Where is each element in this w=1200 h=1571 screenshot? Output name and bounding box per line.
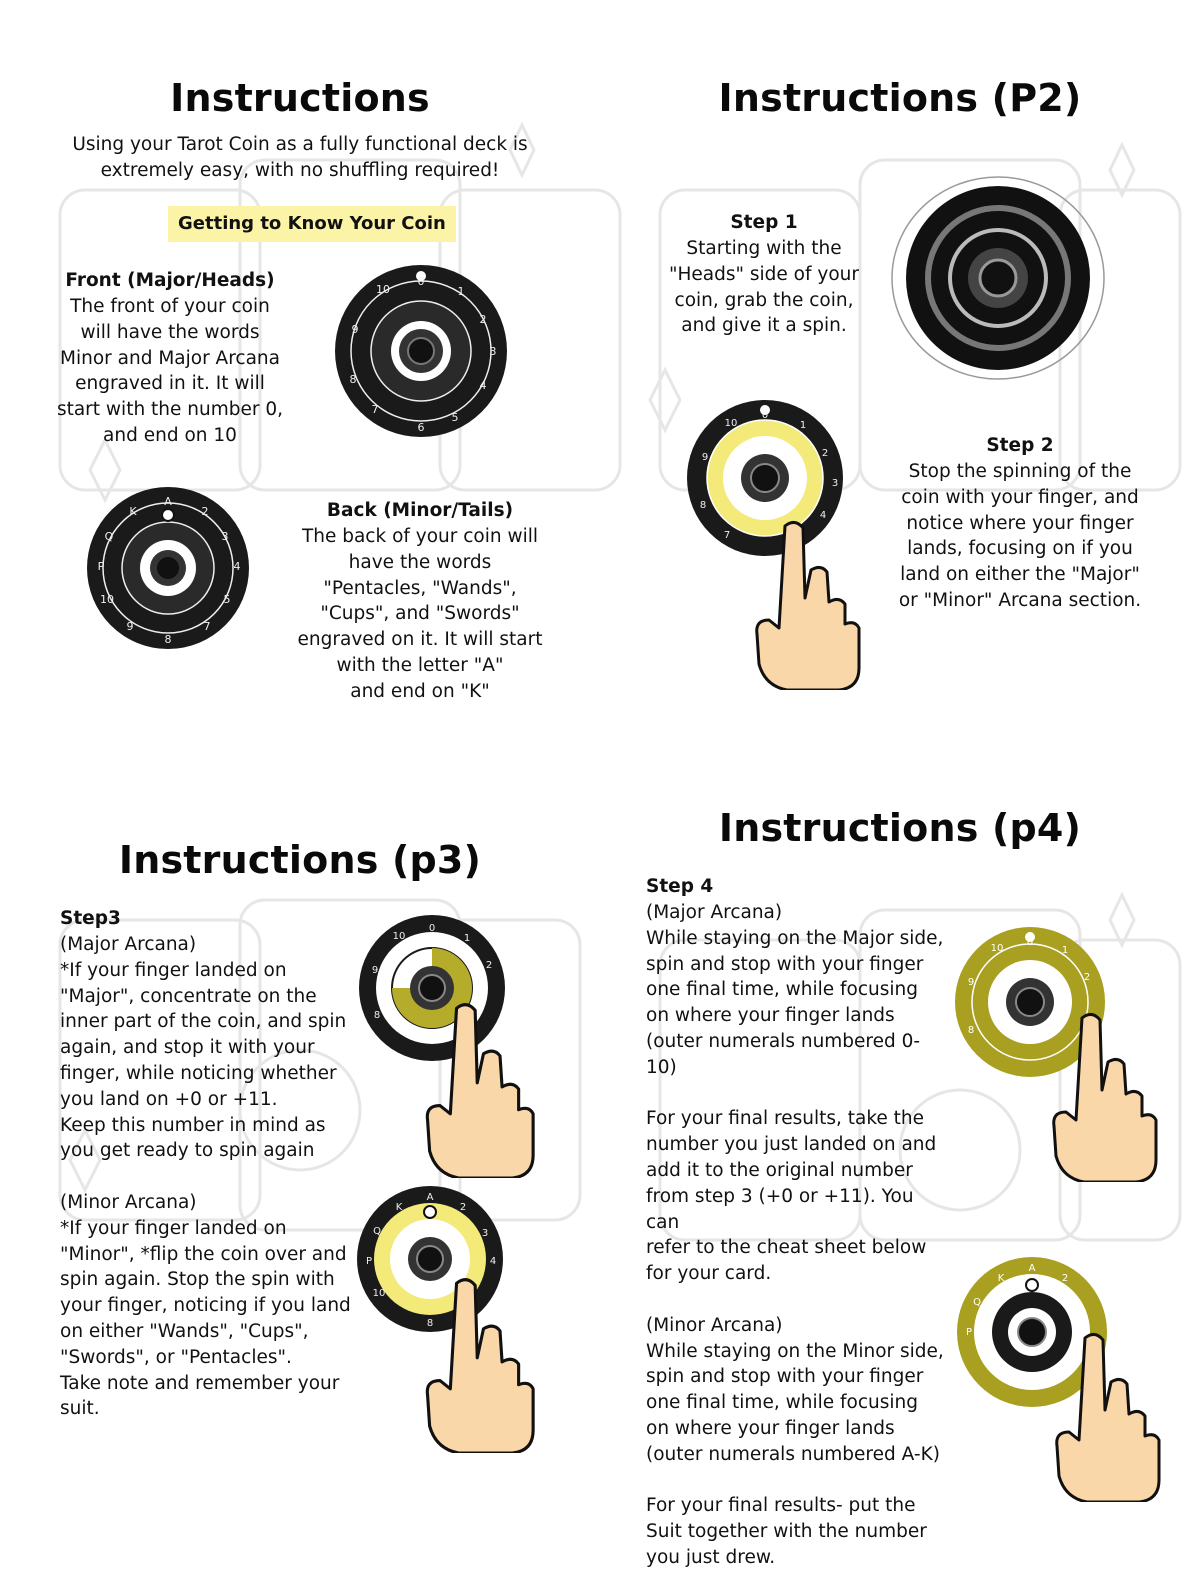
getting-to-know-highlight: Getting to Know Your Coin (168, 206, 456, 242)
svg-text:1: 1 (799, 420, 807, 431)
svg-text:9: 9 (701, 452, 709, 463)
svg-text:2: 2 (1061, 1273, 1069, 1284)
svg-text:2: 2 (459, 1202, 467, 1213)
svg-text:0: 0 (761, 410, 769, 421)
svg-text:3: 3 (489, 345, 497, 358)
front-body: The front of your coin will have the words Minor and Major Arcana engraved in it. It will start with the number 0, and end on 10 (56, 296, 284, 446)
coin-back-image (85, 485, 251, 651)
svg-text:8: 8 (699, 500, 707, 511)
svg-text:5: 5 (451, 411, 459, 424)
svg-text:3: 3 (481, 1228, 489, 1239)
spinning-coin-image (888, 173, 1108, 383)
svg-text:1: 1 (463, 933, 471, 944)
pointing-hand-step3a-image (425, 1000, 545, 1178)
svg-text:A: A (164, 495, 172, 508)
panel1-intro: Using your Tarot Coin as a fully functional deck is extremely easy, with no shuffling required! (72, 134, 528, 181)
svg-text:Q: Q (973, 1297, 981, 1308)
svg-text:2: 2 (201, 505, 209, 518)
svg-text:8: 8 (349, 373, 357, 386)
svg-text:10: 10 (724, 418, 738, 429)
panel1-title: Instructions (170, 76, 430, 120)
svg-text:10: 10 (392, 931, 406, 942)
svg-text:7: 7 (371, 403, 379, 416)
svg-text:4: 4 (819, 510, 827, 521)
svg-text:10: 10 (372, 1288, 386, 1299)
svg-text:1: 1 (457, 285, 465, 298)
svg-text:P: P (965, 1327, 973, 1338)
pointing-hand-image (755, 518, 870, 690)
svg-text:8: 8 (967, 1025, 975, 1036)
svg-text:10: 10 (100, 593, 114, 606)
svg-text:P: P (97, 560, 105, 573)
svg-text:A: A (1028, 1263, 1036, 1274)
svg-text:P: P (365, 1256, 373, 1267)
svg-text:2: 2 (1083, 972, 1091, 983)
svg-text:2: 2 (485, 960, 493, 971)
svg-text:8: 8 (373, 1010, 381, 1021)
back-heading: Back (Minor/Tails) (326, 500, 514, 521)
svg-text:10: 10 (376, 283, 390, 296)
svg-text:1: 1 (1061, 945, 1069, 956)
step4-body: (Major Arcana) While staying on the Major side, spin and stop with your finger one final time, while focusing on where your finger lands (outer numerals numbered 0- 10) For your final results, take the number you just landed on and add it to the original number from step 3 (+0 or +11). You can refer to the cheat sheet below for your card. (Minor Arcana) While staying on the Minor side, spin and stop with your finger one final time, while focusing on where your finger lands (outer numerals numbered A-K) For your final results- put the Suit together with the number you just drew. (646, 902, 944, 1568)
step2-heading: Step 2 (986, 435, 1054, 456)
pointing-hand-step3b-image (425, 1275, 545, 1453)
svg-text:9: 9 (371, 965, 379, 976)
svg-text:K: K (997, 1273, 1005, 1284)
svg-text:6: 6 (417, 421, 425, 434)
svg-text:3: 3 (831, 478, 839, 489)
svg-text:9: 9 (967, 977, 975, 988)
svg-text:K: K (395, 1202, 403, 1213)
svg-text:0: 0 (417, 275, 425, 288)
step3-heading: Step3 (60, 908, 121, 929)
svg-text:9: 9 (351, 323, 359, 336)
svg-text:8: 8 (426, 1318, 434, 1329)
svg-text:2: 2 (821, 448, 829, 459)
panel4-title: Instructions (p4) (718, 806, 1082, 850)
panel3-title: Instructions (p3) (118, 838, 482, 882)
coin-front-image (333, 263, 509, 439)
step3-minor-body: (Minor Arcana) *If your finger landed on "Minor", *flip the coin over and spin again. Stop the spin with your finger, noticing if you land on either "Wands", "Cups", "Swords", or "Pentacles". Take note and remember your suit. (60, 1192, 351, 1420)
svg-text:7: 7 (203, 620, 211, 633)
svg-text:5: 5 (223, 593, 231, 606)
front-heading: Front (Major/Heads) (65, 270, 275, 291)
svg-text:A: A (426, 1192, 434, 1203)
step1-body: Starting with the "Heads" side of your coin, grab the coin, and give it a spin. (668, 238, 859, 337)
svg-text:Q: Q (104, 530, 114, 543)
svg-text:4: 4 (479, 379, 487, 392)
step4-heading: Step 4 (646, 876, 714, 897)
svg-text:2: 2 (479, 313, 487, 326)
step1-heading: Step 1 (730, 212, 798, 233)
svg-text:9: 9 (126, 620, 134, 633)
svg-text:8: 8 (164, 633, 172, 646)
panel2-title: Instructions (P2) (718, 76, 1082, 120)
step2-body: Stop the spinning of the coin with your finger, and notice where your finger lands, focusing on if you land on either the "Major" or "Minor" Arcana section. (898, 461, 1142, 611)
back-body: The back of your coin will have the words "Pentacles, "Wands", "Cups", and "Swords" engraved on it. It will start with the letter "A" and end on "K" (297, 526, 543, 702)
pointing-hand-step4a-image (1052, 1010, 1167, 1182)
svg-text:4: 4 (233, 560, 241, 573)
svg-text:0: 0 (1026, 937, 1034, 948)
svg-text:4: 4 (489, 1256, 497, 1267)
svg-text:3: 3 (221, 530, 229, 543)
svg-text:0: 0 (428, 923, 436, 934)
svg-text:Q: Q (373, 1226, 381, 1237)
pointing-hand-step4b-image (1055, 1330, 1170, 1502)
svg-text:10: 10 (990, 943, 1004, 954)
step3-major-body: (Major Arcana) *If your finger landed on "Major", concentrate on the inner part of the coin, and spin again, and stop it with your finger, while noticing whether you land on +0 or +11. Keep this number in mind as you get ready to spin again (60, 934, 347, 1162)
svg-text:7: 7 (723, 530, 731, 541)
svg-text:K: K (129, 505, 137, 518)
